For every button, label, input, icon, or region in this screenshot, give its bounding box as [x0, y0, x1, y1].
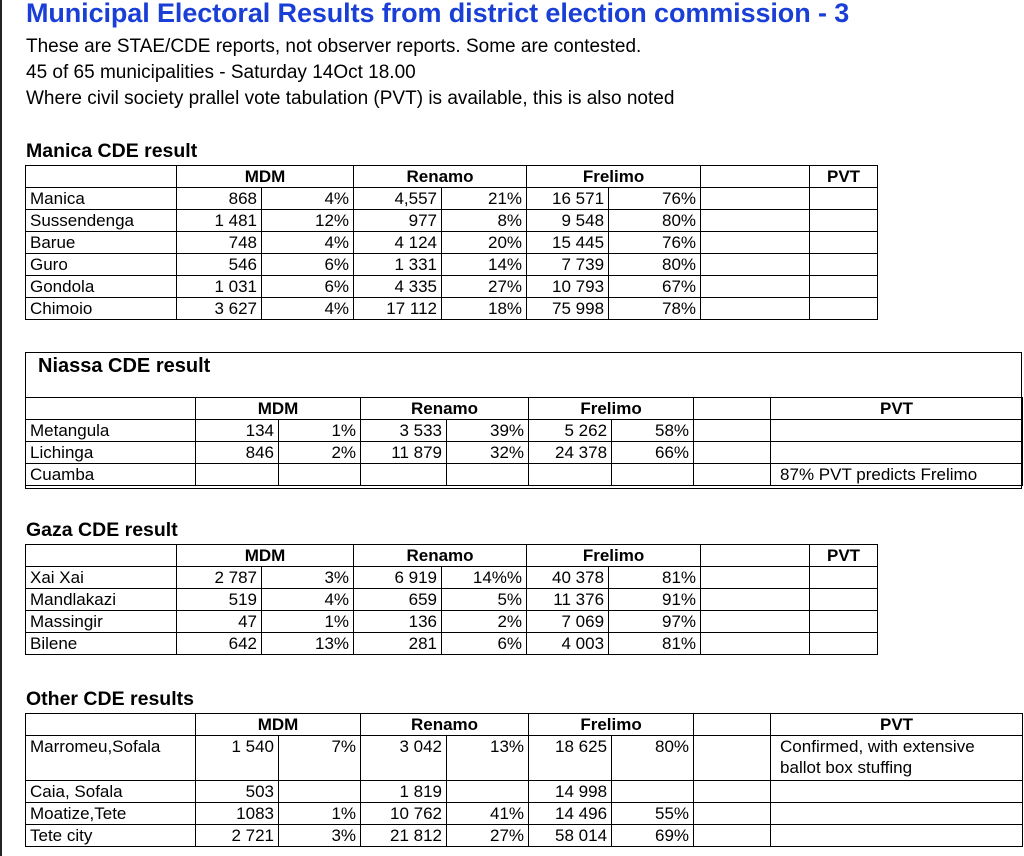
header-blank [26, 166, 177, 188]
frelimo-votes-cell: 40 378 [527, 567, 609, 589]
mdm-pct-cell: 3% [262, 567, 354, 589]
results-table-niassa [25, 397, 1023, 486]
header-gap [701, 545, 810, 567]
renamo-votes-cell: 3 042 [361, 736, 447, 781]
header-pvt: PVT [771, 714, 1023, 736]
table-row [26, 276, 1024, 298]
pvt-cell [771, 736, 1023, 781]
frelimo-pct-cell: 80% [612, 736, 694, 781]
mdm-votes-cell: 642 [177, 633, 262, 655]
frelimo-pct-cell [612, 781, 694, 803]
renamo-votes-cell [361, 464, 447, 486]
mdm-votes-cell [196, 464, 279, 486]
page-title: Municipal Electoral Results from district election commission - 3 [26, 0, 850, 28]
header-blank [26, 714, 196, 736]
header-blank [26, 545, 177, 567]
header-mdm: MDM [177, 545, 354, 567]
renamo-votes-cell: 1 819 [361, 781, 447, 803]
table-body-manica [26, 188, 1024, 320]
renamo-votes-cell: 11 879 [361, 442, 447, 464]
pvt-cell [810, 254, 878, 276]
renamo-votes-cell: 17 112 [354, 298, 442, 320]
table-row [26, 736, 1023, 781]
table-header-row [26, 166, 1024, 188]
pvt-cell [810, 633, 878, 655]
table-row [26, 589, 1024, 611]
table-body-other [26, 736, 1023, 847]
gap-cell [701, 589, 810, 611]
renamo-votes-cell: 21 812 [361, 825, 447, 847]
frelimo-votes-cell: 58 014 [529, 825, 612, 847]
renamo-votes-cell: 659 [354, 589, 442, 611]
municipality-cell: Lichinga [26, 442, 196, 464]
table-header-row [26, 545, 1024, 567]
pvt-cell [810, 232, 878, 254]
table-row [26, 254, 1024, 276]
renamo-pct-cell: 6% [442, 633, 527, 655]
renamo-pct-cell: 41% [447, 803, 529, 825]
header-gap [701, 166, 810, 188]
gap-cell [694, 736, 771, 781]
municipality-cell: Sussendenga [26, 210, 177, 232]
renamo-votes-cell: 3 533 [361, 420, 447, 442]
mdm-pct-cell [279, 464, 361, 486]
gap-cell [701, 633, 810, 655]
frelimo-votes-cell: 14 998 [529, 781, 612, 803]
frelimo-pct-cell: 66% [612, 442, 694, 464]
gap-cell [694, 803, 771, 825]
gap-cell [701, 210, 810, 232]
header-mdm: MDM [196, 398, 361, 420]
mdm-pct-cell: 4% [262, 589, 354, 611]
renamo-pct-cell [447, 464, 529, 486]
municipality-cell: Bilene [26, 633, 177, 655]
gap-cell [701, 254, 810, 276]
renamo-pct-cell: 18% [442, 298, 527, 320]
table-header-row [26, 398, 1023, 420]
frelimo-votes-cell [529, 464, 612, 486]
municipality-cell: Mandlakazi [26, 589, 177, 611]
table-body-gaza [26, 567, 1024, 655]
header-pvt: PVT [810, 545, 878, 567]
header-pvt: PVT [810, 166, 878, 188]
header-blank [26, 398, 196, 420]
frelimo-pct-cell: 76% [609, 188, 701, 210]
renamo-pct-cell: 2% [442, 611, 527, 633]
pvt-cell: 87% PVT predicts Frelimo [771, 464, 1023, 486]
section-title-other: Other CDE results [26, 688, 194, 710]
table-row [26, 298, 1024, 320]
municipality-cell: Manica [26, 188, 177, 210]
frelimo-votes-cell: 7 739 [527, 254, 609, 276]
pvt-cell [771, 420, 1023, 442]
pvt-line: Confirmed, with extensive [780, 737, 975, 756]
mdm-pct-cell: 3% [279, 825, 361, 847]
renamo-pct-cell: 27% [447, 825, 529, 847]
header-gap [694, 398, 771, 420]
gap-cell [694, 825, 771, 847]
frelimo-pct-cell: 55% [612, 803, 694, 825]
renamo-votes-cell: 4 124 [354, 232, 442, 254]
pvt-cell [810, 276, 878, 298]
municipality-cell: Xai Xai [26, 567, 177, 589]
municipality-cell: Gondola [26, 276, 177, 298]
mdm-votes-cell: 748 [177, 232, 262, 254]
section-title-gaza: Gaza CDE result [26, 519, 178, 541]
table-row [26, 611, 1024, 633]
header-renamo: Renamo [354, 545, 527, 567]
header-frelimo: Frelimo [529, 398, 694, 420]
mdm-votes-cell: 1083 [196, 803, 279, 825]
renamo-pct-cell: 27% [442, 276, 527, 298]
municipality-cell: Chimoio [26, 298, 177, 320]
mdm-votes-cell: 519 [177, 589, 262, 611]
results-table-manica [25, 165, 1024, 320]
renamo-votes-cell: 136 [354, 611, 442, 633]
mdm-pct-cell: 1% [279, 803, 361, 825]
frelimo-votes-cell: 75 998 [527, 298, 609, 320]
table-row [26, 188, 1024, 210]
intro-line: These are STAE/CDE reports, not observer reports. Some are contested. [26, 36, 642, 57]
renamo-pct-cell: 21% [442, 188, 527, 210]
table-header-row [26, 714, 1023, 736]
municipality-cell: Massingir [26, 611, 177, 633]
frelimo-pct-cell: 69% [612, 825, 694, 847]
mdm-votes-cell: 868 [177, 188, 262, 210]
header-renamo: Renamo [361, 714, 529, 736]
renamo-pct-cell: 32% [447, 442, 529, 464]
renamo-votes-cell: 6 919 [354, 567, 442, 589]
header-mdm: MDM [177, 166, 354, 188]
gap-cell [694, 781, 771, 803]
mdm-votes-cell: 1 481 [177, 210, 262, 232]
header-gap [694, 714, 771, 736]
renamo-pct-cell [447, 781, 529, 803]
mdm-votes-cell: 2 721 [196, 825, 279, 847]
renamo-pct-cell: 13% [447, 736, 529, 781]
frelimo-votes-cell: 16 571 [527, 188, 609, 210]
frelimo-votes-cell: 15 445 [527, 232, 609, 254]
results-table-gaza [25, 544, 1024, 655]
frelimo-votes-cell: 4 003 [527, 633, 609, 655]
header-renamo: Renamo [361, 398, 529, 420]
gap-cell [694, 442, 771, 464]
municipality-cell: Moatize,Tete [26, 803, 196, 825]
gap-cell [701, 232, 810, 254]
renamo-votes-cell: 1 331 [354, 254, 442, 276]
frelimo-pct-cell: 58% [612, 420, 694, 442]
table-body-niassa [26, 420, 1023, 486]
renamo-pct-cell: 14% [442, 254, 527, 276]
frelimo-votes-cell: 9 548 [527, 210, 609, 232]
gap-cell [701, 611, 810, 633]
intro-text [26, 34, 674, 112]
renamo-pct-cell: 5% [442, 589, 527, 611]
frelimo-pct-cell: 97% [609, 611, 701, 633]
header-mdm: MDM [196, 714, 361, 736]
municipality-cell: Cuamba [26, 464, 196, 486]
renamo-votes-cell: 4,557 [354, 188, 442, 210]
mdm-pct-cell: 4% [262, 232, 354, 254]
municipality-cell: Barue [26, 232, 177, 254]
mdm-votes-cell: 1 031 [177, 276, 262, 298]
table-row [26, 210, 1024, 232]
table-row [26, 232, 1024, 254]
frelimo-pct-cell [612, 464, 694, 486]
frelimo-pct-cell: 80% [609, 210, 701, 232]
table-row [26, 803, 1023, 825]
gap-cell [694, 420, 771, 442]
mdm-votes-cell: 846 [196, 442, 279, 464]
header-frelimo: Frelimo [527, 545, 701, 567]
frelimo-pct-cell: 67% [609, 276, 701, 298]
frelimo-votes-cell: 18 625 [529, 736, 612, 781]
gap-cell [701, 276, 810, 298]
frelimo-pct-cell: 91% [609, 589, 701, 611]
mdm-votes-cell: 1 540 [196, 736, 279, 781]
frelimo-votes-cell: 11 376 [527, 589, 609, 611]
header-renamo: Renamo [354, 166, 527, 188]
mdm-pct-cell: 4% [262, 188, 354, 210]
mdm-pct-cell: 1% [262, 611, 354, 633]
header-frelimo: Frelimo [527, 166, 701, 188]
renamo-pct-cell: 20% [442, 232, 527, 254]
mdm-votes-cell: 503 [196, 781, 279, 803]
mdm-votes-cell: 3 627 [177, 298, 262, 320]
frelimo-votes-cell: 14 496 [529, 803, 612, 825]
pvt-cell [810, 611, 878, 633]
renamo-pct-cell: 14%% [442, 567, 527, 589]
gap-cell [694, 464, 771, 486]
table-row [26, 567, 1024, 589]
mdm-pct-cell: 7% [279, 736, 361, 781]
table-row [26, 442, 1023, 464]
pvt-cell [810, 210, 878, 232]
pvt-line: ballot box stuffing [780, 758, 913, 777]
mdm-pct-cell: 13% [262, 633, 354, 655]
renamo-votes-cell: 281 [354, 633, 442, 655]
renamo-pct-cell: 39% [447, 420, 529, 442]
pvt-cell [771, 825, 1023, 847]
table-row [26, 420, 1023, 442]
gap-cell [701, 188, 810, 210]
pvt-cell [810, 589, 878, 611]
frelimo-votes-cell: 7 069 [527, 611, 609, 633]
header-pvt: PVT [771, 398, 1023, 420]
pvt-cell [771, 781, 1023, 803]
results-table-other [25, 713, 1023, 847]
table-row [26, 464, 1023, 486]
renamo-votes-cell: 977 [354, 210, 442, 232]
pvt-cell [810, 567, 878, 589]
frelimo-pct-cell: 76% [609, 232, 701, 254]
mdm-votes-cell: 47 [177, 611, 262, 633]
mdm-pct-cell: 6% [262, 276, 354, 298]
municipality-cell: Guro [26, 254, 177, 276]
table-row [26, 633, 1024, 655]
frelimo-votes-cell: 10 793 [527, 276, 609, 298]
frelimo-votes-cell: 24 378 [529, 442, 612, 464]
frelimo-votes-cell: 5 262 [529, 420, 612, 442]
municipality-cell: Tete city [26, 825, 196, 847]
mdm-pct-cell: 4% [262, 298, 354, 320]
municipality-cell: Caia, Sofala [26, 781, 196, 803]
pvt-cell [771, 803, 1023, 825]
mdm-votes-cell: 2 787 [177, 567, 262, 589]
mdm-votes-cell: 134 [196, 420, 279, 442]
renamo-votes-cell: 10 762 [361, 803, 447, 825]
frelimo-pct-cell: 78% [609, 298, 701, 320]
intro-line: Where civil society prallel vote tabulation (PVT) is available, this is also noted [26, 88, 675, 109]
table-row [26, 825, 1023, 847]
frelimo-pct-cell: 81% [609, 633, 701, 655]
renamo-votes-cell: 4 335 [354, 276, 442, 298]
gap-cell [701, 298, 810, 320]
gap-cell [701, 567, 810, 589]
page-left-border [0, 0, 2, 856]
header-frelimo: Frelimo [529, 714, 694, 736]
mdm-pct-cell [279, 781, 361, 803]
mdm-pct-cell: 1% [279, 420, 361, 442]
section-title-manica: Manica CDE result [26, 140, 198, 162]
mdm-votes-cell: 546 [177, 254, 262, 276]
pvt-cell [810, 298, 878, 320]
table-row [26, 781, 1023, 803]
section-title-niassa: Niassa CDE result [38, 355, 211, 377]
frelimo-pct-cell: 81% [609, 567, 701, 589]
mdm-pct-cell: 6% [262, 254, 354, 276]
municipality-cell: Metangula [26, 420, 196, 442]
pvt-cell [810, 188, 878, 210]
mdm-pct-cell: 2% [279, 442, 361, 464]
frelimo-pct-cell: 80% [609, 254, 701, 276]
pvt-cell [771, 442, 1023, 464]
mdm-pct-cell: 12% [262, 210, 354, 232]
intro-line: 45 of 65 municipalities - Saturday 14Oct 18.00 [26, 62, 416, 83]
municipality-cell: Marromeu,Sofala [26, 736, 196, 781]
renamo-pct-cell: 8% [442, 210, 527, 232]
